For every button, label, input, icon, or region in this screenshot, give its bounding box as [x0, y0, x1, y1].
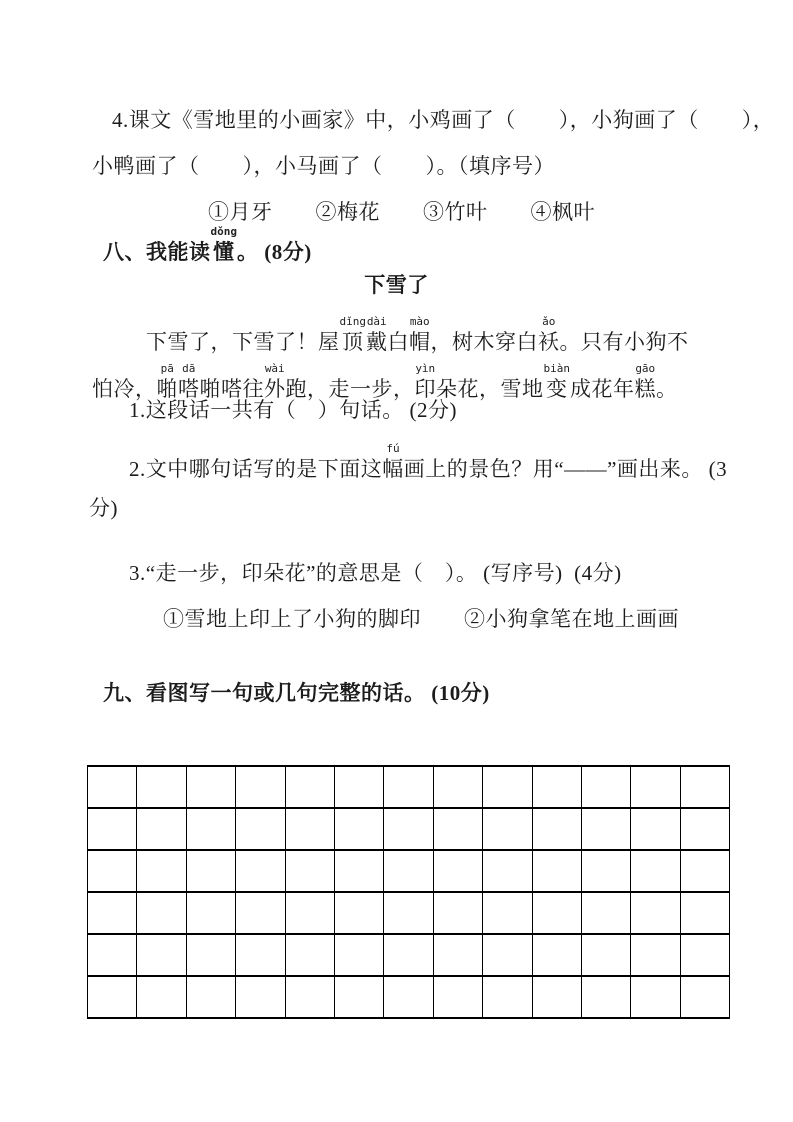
- grid-cell: [88, 935, 137, 975]
- section8-q3-options-text: ①雪地上印上了小狗的脚印 ②小狗拿笔在地上画画: [163, 607, 679, 631]
- writing-grid: [87, 765, 730, 1019]
- section8-q3: [129, 559, 622, 587]
- base-char: 印: [414, 377, 436, 401]
- base-char: 懂: [213, 240, 235, 264]
- grid-cell: [582, 851, 631, 891]
- section8-q1-text: 1.这段话一共有（ ）句话。 (2分): [129, 398, 457, 422]
- text-segment: 。只有小狗不: [559, 330, 689, 354]
- grid-cell: [88, 977, 137, 1017]
- grid-cell: [434, 893, 483, 933]
- text-segment: ，树木穿白: [430, 330, 538, 354]
- passage-title-text: 下雪了: [364, 273, 429, 297]
- grid-cell: [384, 851, 433, 891]
- base-char: 变: [546, 377, 568, 401]
- grid-cell: [286, 935, 335, 975]
- text-segment: 跑，走一步，: [285, 377, 415, 401]
- text-segment: 朵花，雪地: [436, 377, 544, 401]
- grid-cell: [384, 767, 433, 807]
- grid-cell: [187, 767, 236, 807]
- grid-cell: [286, 851, 335, 891]
- grid-cell: [533, 809, 582, 849]
- pinyin-annotated-char: [382, 442, 404, 483]
- grid-cell: [483, 977, 532, 1017]
- text-segment: 啪嗒往: [199, 377, 264, 401]
- grid-cell: [187, 809, 236, 849]
- grid-cell: [681, 851, 729, 891]
- text-segment: 画上的景色？用“——”画出来。 (3: [403, 457, 728, 481]
- base-char: 幅: [382, 457, 404, 481]
- base-char: 啪: [156, 377, 178, 401]
- grid-cell: [137, 977, 186, 1017]
- question4-line2: [92, 152, 555, 180]
- grid-cell: [681, 809, 729, 849]
- grid-cell: [582, 935, 631, 975]
- grid-cell: [137, 893, 186, 933]
- pinyin-annotated-char: [544, 362, 571, 403]
- grid-cell: [533, 767, 582, 807]
- section9-heading-text: 九、看图写一句或几句完整的话。 (10分): [103, 681, 490, 705]
- base-char: 外: [264, 377, 286, 401]
- grid-cell: [236, 893, 285, 933]
- grid-cell: [582, 893, 631, 933]
- grid-cell: [384, 935, 433, 975]
- pinyin-text: fú: [386, 442, 400, 455]
- grid-cell: [236, 767, 285, 807]
- question4-line1-text: 4.课文《雪地里的小画家》中，小鸡画了（ ），小狗画了（ ），: [112, 108, 775, 132]
- grid-cell: [187, 893, 236, 933]
- pinyin-text: ǎo: [542, 315, 556, 328]
- pinyin-annotated-char: [538, 315, 560, 356]
- grid-cell: [533, 935, 582, 975]
- grid-row: [88, 893, 729, 935]
- grid-cell: [286, 893, 335, 933]
- grid-cell: [582, 977, 631, 1017]
- grid-cell: [137, 767, 186, 807]
- text-segment: 白: [387, 330, 409, 354]
- grid-cell: [483, 809, 532, 849]
- pinyin-text: dǒng: [210, 225, 237, 238]
- text-segment: 2.文中哪句话写的是下面这: [129, 457, 383, 481]
- pinyin-text: dǐng: [339, 315, 366, 328]
- grid-cell: [286, 977, 335, 1017]
- base-char: 嗒: [178, 377, 200, 401]
- grid-cell: [187, 935, 236, 975]
- pinyin-annotated-char: [340, 315, 367, 356]
- section8-q2-continued: [89, 494, 118, 522]
- pinyin-annotated-char: [366, 315, 388, 356]
- pinyin-text: dā: [182, 362, 196, 375]
- text-segment: 。 (8分): [237, 240, 312, 264]
- grid-cell: [631, 809, 680, 849]
- grid-cell: [483, 851, 532, 891]
- grid-cell: [631, 851, 680, 891]
- grid-cell: [681, 977, 729, 1017]
- text-segment: 成花年: [570, 377, 635, 401]
- grid-cell: [236, 977, 285, 1017]
- grid-cell: [582, 809, 631, 849]
- grid-cell: [335, 851, 384, 891]
- section8-q2-continued-text: 分): [89, 496, 118, 520]
- grid-cell: [434, 977, 483, 1017]
- pinyin-text: pā: [160, 362, 174, 375]
- grid-row: [88, 977, 729, 1017]
- pinyin-annotated-char: [211, 225, 238, 266]
- grid-cell: [88, 767, 137, 807]
- grid-cell: [582, 767, 631, 807]
- base-char: 戴: [366, 330, 388, 354]
- grid-cell: [236, 809, 285, 849]
- passage-line1: [146, 315, 689, 356]
- pinyin-text: dài: [366, 315, 387, 328]
- pinyin-text: yìn: [415, 362, 436, 375]
- grid-cell: [384, 893, 433, 933]
- text-segment: 怕冷，: [92, 377, 157, 401]
- question4-options: [208, 198, 595, 226]
- grid-cell: [137, 935, 186, 975]
- grid-cell: [137, 851, 186, 891]
- question4-line1: [112, 106, 774, 134]
- grid-cell: [88, 851, 137, 891]
- grid-cell: [533, 851, 582, 891]
- text-segment: 八、我能读: [103, 240, 211, 264]
- grid-row: [88, 767, 729, 809]
- grid-cell: [434, 935, 483, 975]
- section8-q3-text: 3.“走一步，印朵花”的意思是（ ）。 (写序号) (4分): [129, 561, 622, 585]
- pinyin-text: gāo: [635, 362, 656, 375]
- pinyin-text: wài: [264, 362, 285, 375]
- grid-cell: [286, 809, 335, 849]
- grid-cell: [236, 851, 285, 891]
- section9-heading: [103, 679, 490, 707]
- grid-cell: [384, 809, 433, 849]
- grid-cell: [137, 809, 186, 849]
- grid-cell: [483, 935, 532, 975]
- grid-cell: [335, 809, 384, 849]
- grid-cell: [335, 977, 384, 1017]
- grid-cell: [483, 767, 532, 807]
- grid-cell: [88, 893, 137, 933]
- base-char: 袄: [538, 330, 560, 354]
- grid-row: [88, 935, 729, 977]
- grid-cell: [681, 893, 729, 933]
- grid-cell: [384, 977, 433, 1017]
- grid-cell: [187, 977, 236, 1017]
- grid-row: [88, 851, 729, 893]
- section8-heading: [103, 225, 312, 266]
- grid-cell: [286, 767, 335, 807]
- grid-cell: [335, 935, 384, 975]
- base-char: 糕: [634, 377, 656, 401]
- grid-cell: [434, 767, 483, 807]
- passage-title: [0, 271, 793, 299]
- pinyin-annotated-char: [409, 315, 431, 356]
- grid-cell: [681, 935, 729, 975]
- pinyin-text: mào: [409, 315, 430, 328]
- grid-cell: [187, 851, 236, 891]
- grid-cell: [631, 935, 680, 975]
- base-char: 帽: [409, 330, 431, 354]
- base-char: 顶: [342, 330, 364, 354]
- question4-line2-text: 小鸭画了（ ），小马画了（ ）。（填序号）: [92, 154, 555, 178]
- section8-q3-options: [163, 605, 679, 633]
- grid-cell: [631, 767, 680, 807]
- grid-cell: [335, 893, 384, 933]
- grid-cell: [533, 977, 582, 1017]
- grid-cell: [631, 977, 680, 1017]
- grid-cell: [533, 893, 582, 933]
- text-segment: 下雪了，下雪了！屋: [146, 330, 340, 354]
- grid-cell: [434, 809, 483, 849]
- grid-cell: [236, 935, 285, 975]
- section8-q1: [129, 396, 457, 424]
- grid-cell: [631, 893, 680, 933]
- grid-cell: [434, 851, 483, 891]
- grid-cell: [335, 767, 384, 807]
- text-segment: 。: [656, 377, 678, 401]
- grid-cell: [483, 893, 532, 933]
- question4-options-text: ①月牙 ②梅花 ③竹叶 ④枫叶: [208, 200, 595, 224]
- pinyin-text: biàn: [543, 362, 570, 375]
- section8-q2: [129, 442, 727, 483]
- grid-cell: [88, 809, 137, 849]
- grid-row: [88, 809, 729, 851]
- pinyin-annotated-char: [635, 362, 657, 403]
- grid-cell: [681, 767, 729, 807]
